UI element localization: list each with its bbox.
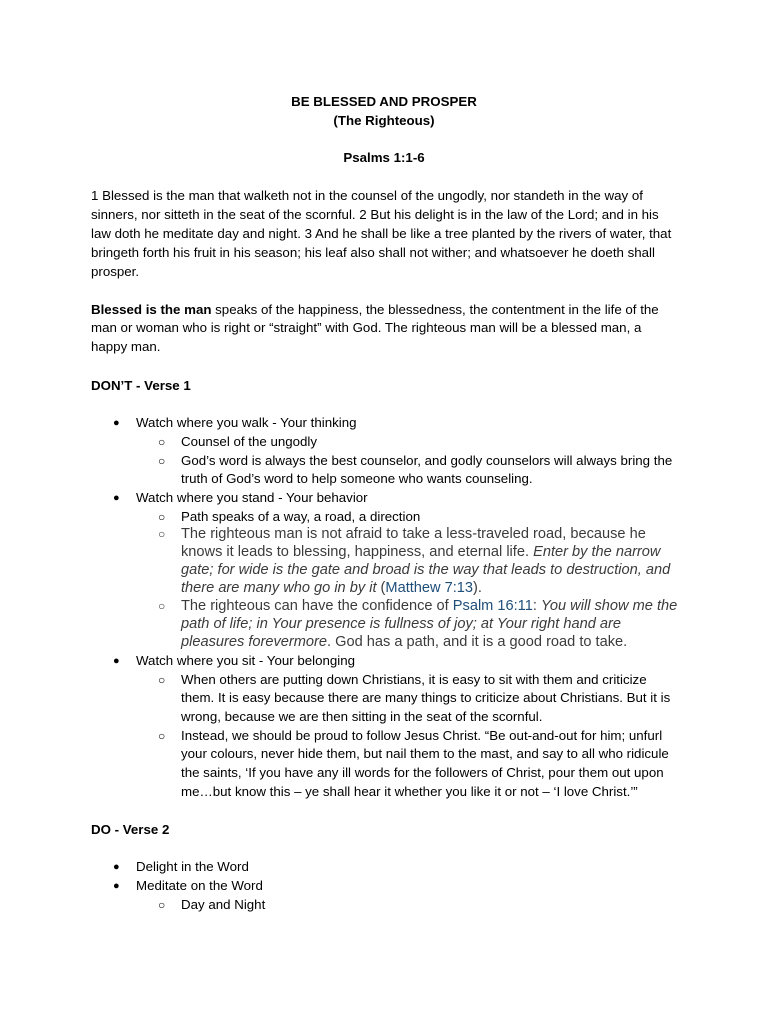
sub-list-item bbox=[136, 508, 678, 527]
commentary-text: . God has a path, and it is a good road to take. bbox=[327, 633, 628, 650]
circle-bullet-icon: ○ bbox=[158, 897, 166, 912]
circle-bullet-icon: ○ bbox=[158, 672, 166, 687]
commentary-text: ). bbox=[473, 580, 482, 597]
sub-list-item bbox=[136, 598, 678, 652]
list-item-label: Meditate on the Word bbox=[136, 878, 263, 894]
bullet-icon: ● bbox=[113, 654, 120, 667]
list-item-label: Watch where you walk - Your thinking bbox=[136, 415, 357, 431]
document-subtitle: (The Righteous) bbox=[333, 113, 435, 128]
bullet-icon: ● bbox=[113, 880, 120, 893]
sub-list-item-label: Day and Night bbox=[181, 896, 266, 912]
quoted-verse: Enter by the narrow gate; for wide is the gate and broad is the way that leads to destruction, and there are many who go in by it bbox=[181, 544, 671, 597]
sub-list-item bbox=[136, 727, 678, 802]
sub-list-item bbox=[136, 526, 678, 598]
dont-list bbox=[91, 414, 768, 801]
circle-bullet-icon: ○ bbox=[158, 527, 166, 542]
sub-list bbox=[136, 508, 768, 652]
sub-list-item-label: God’s word is always the best counselor, and godly counselors will always bring the truth of God’s word to help someone who wants counseling. bbox=[181, 452, 673, 487]
list-item bbox=[91, 652, 768, 802]
intro-paragraph bbox=[91, 301, 677, 358]
commentary-text: ( bbox=[376, 580, 386, 597]
sub-list-item-label: When others are putting down Christians, it is easy to sit with them and criticize them. It is easy because there are many things to criticize about Christians. But it is wrong, because we are then sitting in the seat of the scornful. bbox=[181, 671, 671, 724]
circle-bullet-icon: ○ bbox=[158, 728, 166, 743]
intro-text: speaks of the happiness, the blessedness, the contentment in the life of the man or woman who is right or “straight” with God. The righteous man will be a blessed man, a happy man. bbox=[91, 301, 659, 355]
section-heading-do: DO - Verse 2 bbox=[91, 822, 170, 838]
section-heading-dont: DON’T - Verse 1 bbox=[91, 378, 191, 394]
list-item-label: Delight in the Word bbox=[136, 859, 249, 875]
document-title: BE BLESSED AND PROSPER bbox=[291, 94, 477, 109]
sub-list bbox=[136, 896, 768, 915]
sub-list-item-label: Instead, we should be proud to follow Jesus Christ. “Be out-and-out for him; unfurl your colours, never hide them, but nail them to the mast, and say to all who ridicule the saints, ‘If you have any ill words for the followers of Christ, pour them out upon me…but know this – ye shall hear it whether you like it or not – ‘I love Christ.’” bbox=[181, 727, 669, 799]
list-item-label: Watch where you stand - Your behavior bbox=[136, 490, 368, 506]
scripture-passage: 1 Blessed is the man that walketh not in the counsel of the ungodly, nor standeth in the way of sinners, nor sitteth in the seat of the scornful. 2 But his delight is in the law of the Lord; and in his law doth he meditate day and night. 3 And he shall be like a tree planted by the rivers of water, that bringeth forth his fruit in his season; his leaf also shall not wither; and whatsoever he doeth shall prosper. bbox=[91, 188, 672, 279]
sub-list-item bbox=[136, 671, 678, 727]
sub-list-item bbox=[136, 452, 678, 489]
list-item bbox=[91, 414, 768, 489]
circle-bullet-icon: ○ bbox=[158, 509, 166, 524]
list-item bbox=[91, 858, 768, 877]
commentary-text: The righteous can have the confidence of bbox=[181, 598, 453, 615]
scripture-link[interactable]: Matthew 7:13 bbox=[385, 580, 474, 597]
circle-bullet-icon: ○ bbox=[158, 434, 166, 449]
scripture-link[interactable]: Psalm 16:11 bbox=[452, 598, 533, 615]
bullet-icon: ● bbox=[113, 492, 120, 505]
quoted-verse: You will show me the path of life; in Your presence is fullness of joy; at Your right hand are pleasures forevermore bbox=[181, 598, 678, 650]
bullet-icon: ● bbox=[113, 417, 120, 430]
sub-list-item-label: Path speaks of a way, a road, a direction bbox=[181, 508, 421, 524]
circle-bullet-icon: ○ bbox=[158, 599, 166, 614]
list-item bbox=[91, 489, 768, 652]
sub-list bbox=[136, 433, 768, 489]
commentary-text: The righteous man is not afraid to take a less-traveled road, because he knows it leads to blessing, happiness, and eternal life. bbox=[181, 526, 646, 561]
sub-list-item bbox=[136, 896, 678, 915]
sub-list bbox=[136, 671, 768, 802]
sub-list-item bbox=[136, 433, 678, 452]
scripture-reference: Psalms 1:1-6 bbox=[343, 150, 425, 165]
sub-list-item-label: Counsel of the ungodly bbox=[181, 433, 318, 449]
commentary-text: : bbox=[532, 598, 541, 615]
circle-bullet-icon: ○ bbox=[158, 453, 166, 468]
list-item bbox=[91, 877, 768, 914]
intro-bold: Blessed is the man bbox=[91, 301, 212, 317]
do-list bbox=[91, 858, 768, 914]
list-item-label: Watch where you sit - Your belonging bbox=[136, 652, 356, 668]
bullet-icon: ● bbox=[113, 861, 120, 874]
